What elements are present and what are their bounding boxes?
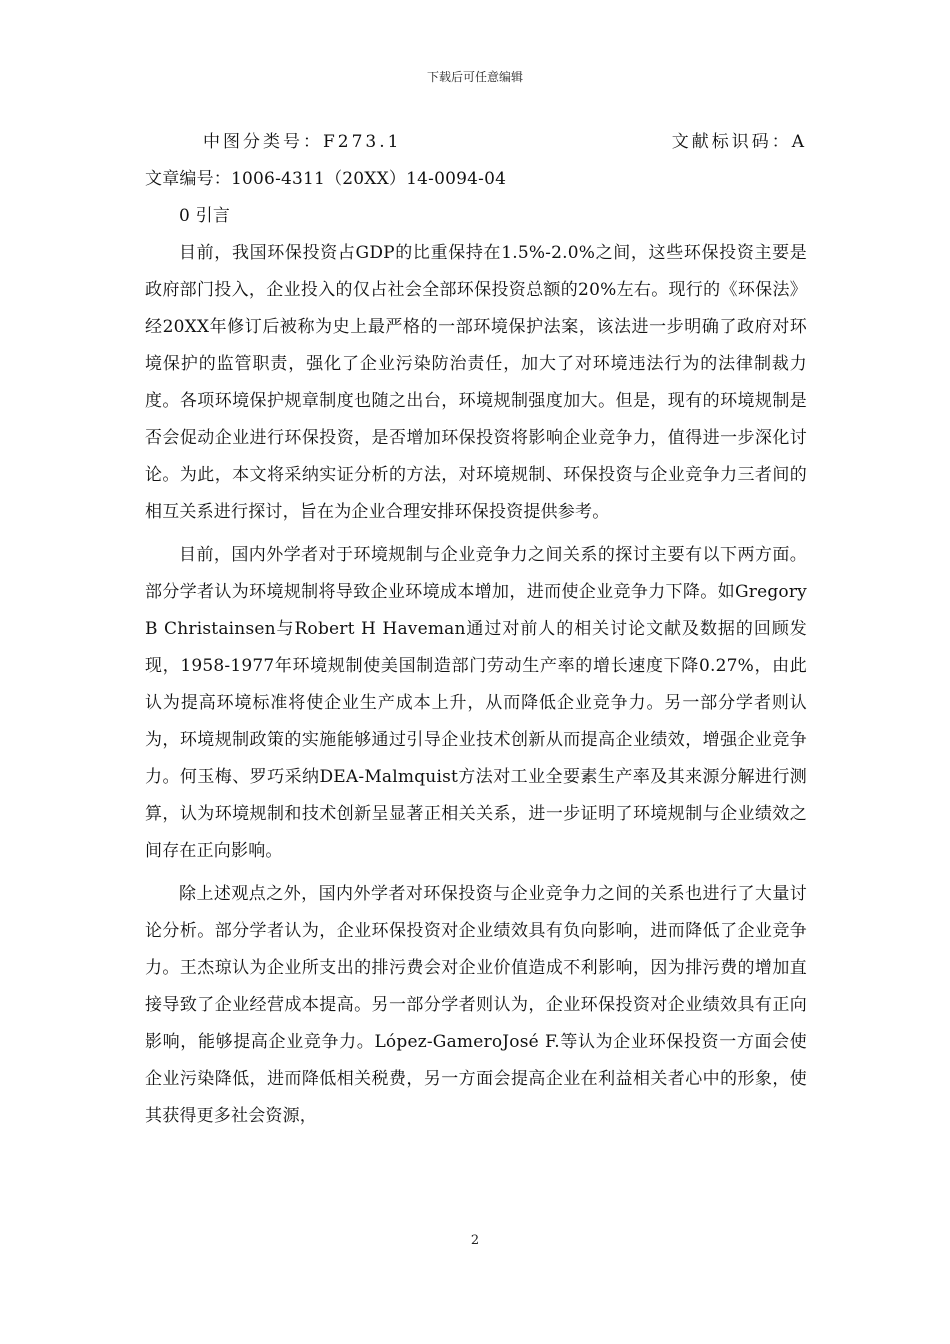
article-number: 文章编号：1006-4311（20XX）14-0094-04 <box>145 169 507 189</box>
page-header-note: 下载后可任意编辑 <box>426 70 523 84</box>
section-title: 0 引言 <box>179 206 231 226</box>
document-code: 文献标识码：A <box>671 132 807 152</box>
classification-line <box>145 124 807 161</box>
paragraph-1: 目前，我国环保投资占GDP的比重保持在1.5%-2.0%之间，这些环保投资主要是政府部门投入，企业投入的仅占社会全部环保投资总额的20%左右。现行的《环保法》经20XX年修订后被称为史上最严格的一部环境保护法案，该法进一步明确了政府对环境保护的监管职责，强化了企业污染防治责任，加大了对环境违法行为的法律制裁力度。各项环境保护规章制度也随之出台，环境规制强度加大。但是，现有的环境规制是否会促动企业进行环保投资，是否增加环保投资将影响企业竞争力，值得进一步深化讨论。为此，本文将采纳实证分析的方法，对环境规制、环保投资与企业竞争力三者间的相互关系进行探讨，旨在为企业合理安排环保投资提供参考。 <box>145 243 807 522</box>
document-body <box>145 124 807 1135</box>
classification-number: 中图分类号：F273.1 <box>203 132 402 152</box>
paragraph-3: 除上述观点之外，国内外学者对环保投资与企业竞争力之间的关系也进行了大量讨论分析。部分学者认为，企业环保投资对企业绩效具有负向影响，进而降低了企业竞争力。王杰琼认为企业所支出的排污费会对企业价值造成不利影响，因为排污费的增加直接导致了企业经营成本提高。另一部分学者则认为，企业环保投资对企业绩效具有正向影响，能够提高企业竞争力。López-GameroJosé F.等认为企业环保投资一方面会使企业污染降低，进而降低相关税费，另一方面会提高企业在利益相关者心中的形象，使其获得更多社会资源， <box>145 884 807 1126</box>
page-number: 2 <box>470 1233 480 1248</box>
paragraph-2: 目前，国内外学者对于环境规制与企业竞争力之间关系的探讨主要有以下两方面。部分学者认为环境规制将导致企业环境成本增加，进而使企业竞争力下降。如Gregory B Christainsen与Robert H Haveman通过对前人的相关讨论文献及数据的回顾发现，1958-1977年环境规制使美国制造部门劳动生产率的增长速度下降0.27%，由此认为提高环境标准将使企业生产成本上升，从而降低企业竞争力。另一部分学者则认为，环境规制政策的实施能够通过引导企业技术创新从而提高企业绩效，增强企业竞争力。何玉梅、罗巧采纳DEA-Malmquist方法对工业全要素生产率及其来源分解进行测算，认为环境规制和技术创新呈显著正相关关系，进一步证明了环境规制与企业绩效之间存在正向影响。 <box>145 545 807 861</box>
